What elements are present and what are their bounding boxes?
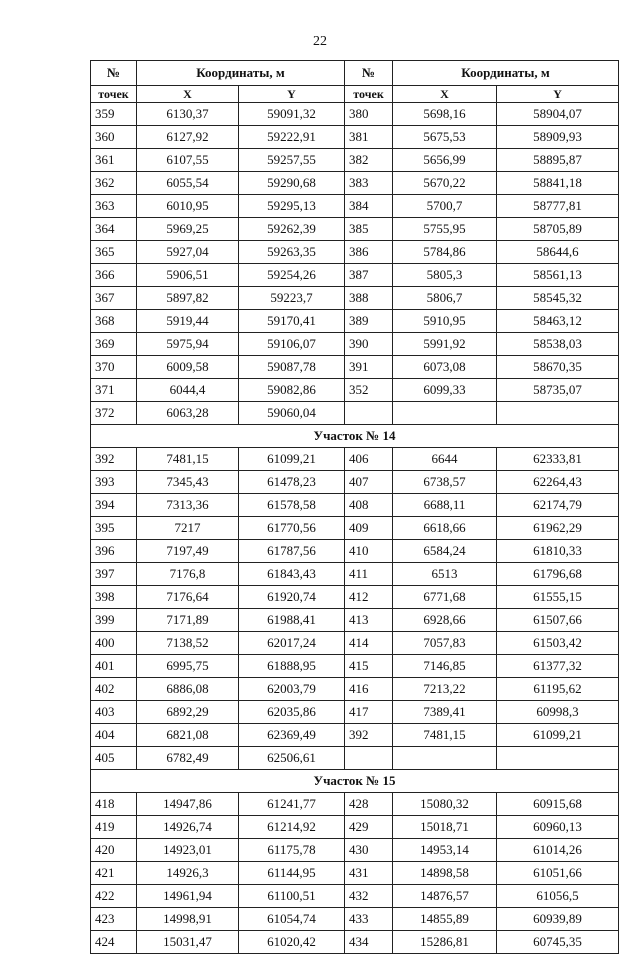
x-value-cell: 7389,41 (393, 701, 497, 724)
point-number-cell: 417 (345, 701, 393, 724)
table-row (91, 885, 619, 908)
point-number-cell: 413 (345, 609, 393, 632)
point-number-cell: 419 (91, 816, 137, 839)
table-row (91, 563, 619, 586)
y-value-cell: 61020,42 (239, 931, 345, 954)
y-value-cell: 58895,87 (497, 149, 619, 172)
x-value-cell: 5897,82 (137, 287, 239, 310)
table-row (91, 862, 619, 885)
point-number-cell: 396 (91, 540, 137, 563)
table-row (91, 264, 619, 287)
point-number-cell: 399 (91, 609, 137, 632)
table-row (91, 103, 619, 126)
x-value-cell: 5906,51 (137, 264, 239, 287)
y-value-cell: 61770,56 (239, 517, 345, 540)
x-value-cell: 5910,95 (393, 310, 497, 333)
y-value-cell (497, 747, 619, 770)
x-value-cell: 6995,75 (137, 655, 239, 678)
y-value-cell: 59257,55 (239, 149, 345, 172)
y-value-cell: 61056,5 (497, 885, 619, 908)
x-value-cell: 5700,7 (393, 195, 497, 218)
point-number-cell: 420 (91, 839, 137, 862)
point-number-cell: 415 (345, 655, 393, 678)
y-value-cell: 58904,07 (497, 103, 619, 126)
x-value-cell: 5806,7 (393, 287, 497, 310)
x-value-cell: 6130,37 (137, 103, 239, 126)
point-number-cell: 404 (91, 724, 137, 747)
point-number-cell: 371 (91, 379, 137, 402)
table-row (91, 540, 619, 563)
x-value-cell: 14953,14 (393, 839, 497, 862)
x-value-cell: 7176,8 (137, 563, 239, 586)
y-value-cell: 58841,18 (497, 172, 619, 195)
y-value-cell: 59170,41 (239, 310, 345, 333)
y-value-cell: 59082,86 (239, 379, 345, 402)
y-value-cell (497, 402, 619, 425)
point-number-cell (345, 747, 393, 770)
point-number-cell: 395 (91, 517, 137, 540)
y-value-cell: 61099,21 (497, 724, 619, 747)
y-header-left: Y (239, 86, 345, 103)
table-row (91, 218, 619, 241)
y-value-cell: 60960,13 (497, 816, 619, 839)
table-row (91, 701, 619, 724)
y-value-cell: 58644,6 (497, 241, 619, 264)
point-number-cell: 389 (345, 310, 393, 333)
point-number-cell: 393 (91, 471, 137, 494)
x-value-cell: 5755,95 (393, 218, 497, 241)
point-number-cell: 405 (91, 747, 137, 770)
point-number-cell: 421 (91, 862, 137, 885)
x-value-cell: 6073,08 (393, 356, 497, 379)
y-value-cell: 61843,43 (239, 563, 345, 586)
point-number-cell: 431 (345, 862, 393, 885)
coordinates-table (90, 60, 619, 954)
section-row (91, 425, 619, 448)
x-value-cell: 7213,22 (393, 678, 497, 701)
point-number-cell: 418 (91, 793, 137, 816)
point-number-cell (345, 402, 393, 425)
points-subheader-right: точек (345, 86, 393, 103)
x-value-cell: 6009,58 (137, 356, 239, 379)
x-value-cell: 5698,16 (393, 103, 497, 126)
table-row (91, 149, 619, 172)
y-value-cell: 61888,95 (239, 655, 345, 678)
y-value-cell: 61787,56 (239, 540, 345, 563)
x-value-cell (393, 747, 497, 770)
y-value-cell: 61100,51 (239, 885, 345, 908)
point-number-cell: 362 (91, 172, 137, 195)
point-number-cell: 388 (345, 287, 393, 310)
x-header-right: X (393, 86, 497, 103)
x-value-cell: 14947,86 (137, 793, 239, 816)
y-value-cell: 58545,32 (497, 287, 619, 310)
table-row (91, 195, 619, 218)
table-row (91, 310, 619, 333)
point-number-cell: 397 (91, 563, 137, 586)
point-number-cell: 394 (91, 494, 137, 517)
x-value-cell: 7146,85 (393, 655, 497, 678)
x-value-cell: 5784,86 (393, 241, 497, 264)
x-value-cell: 7345,43 (137, 471, 239, 494)
page-number: 22 (313, 34, 327, 49)
point-number-cell: 384 (345, 195, 393, 218)
point-number-header-right: № (345, 61, 393, 86)
y-value-cell: 61796,68 (497, 563, 619, 586)
point-number-cell: 402 (91, 678, 137, 701)
point-number-cell: 372 (91, 402, 137, 425)
x-value-cell: 5975,94 (137, 333, 239, 356)
y-value-cell: 62506,61 (239, 747, 345, 770)
point-number-cell: 403 (91, 701, 137, 724)
table-row (91, 356, 619, 379)
point-number-cell: 352 (345, 379, 393, 402)
point-number-cell: 370 (91, 356, 137, 379)
x-value-cell: 7217 (137, 517, 239, 540)
x-value-cell: 7138,52 (137, 632, 239, 655)
x-value-cell: 7313,36 (137, 494, 239, 517)
point-number-cell: 408 (345, 494, 393, 517)
y-value-cell: 61810,33 (497, 540, 619, 563)
y-value-cell: 59106,07 (239, 333, 345, 356)
y-value-cell: 61920,74 (239, 586, 345, 609)
x-value-cell: 7197,49 (137, 540, 239, 563)
y-value-cell: 61988,41 (239, 609, 345, 632)
x-value-cell: 6688,11 (393, 494, 497, 517)
x-value-cell: 7176,64 (137, 586, 239, 609)
y-value-cell: 62369,49 (239, 724, 345, 747)
x-value-cell: 6010,95 (137, 195, 239, 218)
table-row (91, 517, 619, 540)
point-number-cell: 409 (345, 517, 393, 540)
y-value-cell: 61054,74 (239, 908, 345, 931)
point-number-cell: 398 (91, 586, 137, 609)
x-value-cell: 5675,53 (393, 126, 497, 149)
table-row (91, 379, 619, 402)
x-value-cell: 6044,4 (137, 379, 239, 402)
point-number-cell: 424 (91, 931, 137, 954)
coordinates-header-right: Координаты, м (393, 61, 619, 86)
point-number-cell: 416 (345, 678, 393, 701)
y-value-cell: 61962,29 (497, 517, 619, 540)
point-number-cell: 411 (345, 563, 393, 586)
point-number-cell: 363 (91, 195, 137, 218)
x-value-cell: 5991,92 (393, 333, 497, 356)
x-value-cell: 5670,22 (393, 172, 497, 195)
x-value-cell: 6928,66 (393, 609, 497, 632)
table-row (91, 655, 619, 678)
x-value-cell: 14855,89 (393, 908, 497, 931)
y-value-cell: 58561,13 (497, 264, 619, 287)
table-header (91, 61, 619, 103)
x-value-cell: 15018,71 (393, 816, 497, 839)
y-value-cell: 62017,24 (239, 632, 345, 655)
point-number-cell: 366 (91, 264, 137, 287)
point-number-cell: 433 (345, 908, 393, 931)
table-row (91, 724, 619, 747)
x-value-cell: 14876,57 (393, 885, 497, 908)
section-title: Участок № 14 (91, 425, 619, 448)
table-row (91, 793, 619, 816)
table-row (91, 241, 619, 264)
x-value-cell: 6063,28 (137, 402, 239, 425)
y-value-cell: 61555,15 (497, 586, 619, 609)
point-number-cell: 386 (345, 241, 393, 264)
point-number-cell: 361 (91, 149, 137, 172)
x-value-cell: 14923,01 (137, 839, 239, 862)
point-number-cell: 391 (345, 356, 393, 379)
y-value-cell: 61241,77 (239, 793, 345, 816)
y-value-cell: 59222,91 (239, 126, 345, 149)
y-value-cell: 61175,78 (239, 839, 345, 862)
y-value-cell: 61195,62 (497, 678, 619, 701)
point-number-header-left: № (91, 61, 137, 86)
point-number-cell: 428 (345, 793, 393, 816)
y-value-cell: 60998,3 (497, 701, 619, 724)
x-value-cell: 15031,47 (137, 931, 239, 954)
point-number-cell: 380 (345, 103, 393, 126)
point-number-cell: 360 (91, 126, 137, 149)
point-number-cell: 429 (345, 816, 393, 839)
table-row (91, 908, 619, 931)
point-number-cell: 359 (91, 103, 137, 126)
table-row (91, 471, 619, 494)
point-number-cell: 387 (345, 264, 393, 287)
point-number-cell: 381 (345, 126, 393, 149)
point-number-cell: 410 (345, 540, 393, 563)
table-row (91, 931, 619, 954)
x-value-cell: 15080,32 (393, 793, 497, 816)
x-value-cell: 6886,08 (137, 678, 239, 701)
y-value-cell: 59295,13 (239, 195, 345, 218)
y-value-cell: 61144,95 (239, 862, 345, 885)
table-row (91, 839, 619, 862)
points-subheader-left: точек (91, 86, 137, 103)
y-value-cell: 61099,21 (239, 448, 345, 471)
x-value-cell: 6513 (393, 563, 497, 586)
y-value-cell: 61478,23 (239, 471, 345, 494)
point-number-cell: 392 (345, 724, 393, 747)
y-value-cell: 62264,43 (497, 471, 619, 494)
x-value-cell: 15286,81 (393, 931, 497, 954)
point-number-cell: 406 (345, 448, 393, 471)
x-value-cell: 5927,04 (137, 241, 239, 264)
point-number-cell: 422 (91, 885, 137, 908)
y-value-cell: 58463,12 (497, 310, 619, 333)
section-row (91, 770, 619, 793)
table-row (91, 816, 619, 839)
table-row (91, 609, 619, 632)
y-value-cell: 61014,26 (497, 839, 619, 862)
table-row (91, 172, 619, 195)
x-value-cell (393, 402, 497, 425)
x-value-cell: 6738,57 (393, 471, 497, 494)
x-value-cell: 5805,3 (393, 264, 497, 287)
y-value-cell: 60745,35 (497, 931, 619, 954)
x-value-cell: 7171,89 (137, 609, 239, 632)
table-row (91, 126, 619, 149)
point-number-cell: 423 (91, 908, 137, 931)
coordinates-header-left: Координаты, м (137, 61, 345, 86)
y-value-cell: 59223,7 (239, 287, 345, 310)
y-value-cell: 60915,68 (497, 793, 619, 816)
point-number-cell: 383 (345, 172, 393, 195)
point-number-cell: 392 (91, 448, 137, 471)
table-row (91, 494, 619, 517)
x-value-cell: 14898,58 (393, 862, 497, 885)
y-value-cell: 62035,86 (239, 701, 345, 724)
point-number-cell: 385 (345, 218, 393, 241)
x-value-cell: 14998,91 (137, 908, 239, 931)
point-number-cell: 412 (345, 586, 393, 609)
table-row (91, 678, 619, 701)
point-number-cell: 382 (345, 149, 393, 172)
y-value-cell: 58670,35 (497, 356, 619, 379)
x-value-cell: 6821,08 (137, 724, 239, 747)
y-value-cell: 62174,79 (497, 494, 619, 517)
point-number-cell: 434 (345, 931, 393, 954)
point-number-cell: 430 (345, 839, 393, 862)
x-value-cell: 6771,68 (393, 586, 497, 609)
x-value-cell: 5919,44 (137, 310, 239, 333)
x-value-cell: 6127,92 (137, 126, 239, 149)
x-value-cell: 7481,15 (393, 724, 497, 747)
y-value-cell: 58777,81 (497, 195, 619, 218)
x-value-cell: 14926,74 (137, 816, 239, 839)
point-number-cell: 367 (91, 287, 137, 310)
table-row (91, 747, 619, 770)
point-number-cell: 369 (91, 333, 137, 356)
point-number-cell: 400 (91, 632, 137, 655)
y-value-cell: 62333,81 (497, 448, 619, 471)
table-row (91, 632, 619, 655)
x-value-cell: 14926,3 (137, 862, 239, 885)
x-value-cell: 14961,94 (137, 885, 239, 908)
y-value-cell: 58705,89 (497, 218, 619, 241)
x-value-cell: 6782,49 (137, 747, 239, 770)
point-number-cell: 365 (91, 241, 137, 264)
y-value-cell: 61051,66 (497, 862, 619, 885)
y-value-cell: 61214,92 (239, 816, 345, 839)
y-value-cell: 61503,42 (497, 632, 619, 655)
point-number-cell: 368 (91, 310, 137, 333)
y-value-cell: 61507,66 (497, 609, 619, 632)
x-value-cell: 6644 (393, 448, 497, 471)
point-number-cell: 401 (91, 655, 137, 678)
point-number-cell: 364 (91, 218, 137, 241)
table-row (91, 586, 619, 609)
x-value-cell: 6584,24 (393, 540, 497, 563)
table-body (91, 103, 619, 954)
x-value-cell: 7481,15 (137, 448, 239, 471)
x-value-cell: 5656,99 (393, 149, 497, 172)
y-value-cell: 58909,93 (497, 126, 619, 149)
y-value-cell: 61578,58 (239, 494, 345, 517)
y-value-cell: 59263,35 (239, 241, 345, 264)
x-value-cell: 6099,33 (393, 379, 497, 402)
table-row (91, 287, 619, 310)
y-value-cell: 59091,32 (239, 103, 345, 126)
x-header-left: X (137, 86, 239, 103)
y-value-cell: 59087,78 (239, 356, 345, 379)
x-value-cell: 6107,55 (137, 149, 239, 172)
x-value-cell: 6618,66 (393, 517, 497, 540)
y-value-cell: 59262,39 (239, 218, 345, 241)
point-number-cell: 414 (345, 632, 393, 655)
point-number-cell: 390 (345, 333, 393, 356)
y-value-cell: 59290,68 (239, 172, 345, 195)
y-header-right: Y (497, 86, 619, 103)
y-value-cell: 58538,03 (497, 333, 619, 356)
y-value-cell: 58735,07 (497, 379, 619, 402)
table-row (91, 448, 619, 471)
y-value-cell: 59060,04 (239, 402, 345, 425)
y-value-cell: 61377,32 (497, 655, 619, 678)
table-row (91, 333, 619, 356)
x-value-cell: 7057,83 (393, 632, 497, 655)
x-value-cell: 5969,25 (137, 218, 239, 241)
y-value-cell: 62003,79 (239, 678, 345, 701)
table-row (91, 402, 619, 425)
x-value-cell: 6892,29 (137, 701, 239, 724)
y-value-cell: 59254,26 (239, 264, 345, 287)
point-number-cell: 432 (345, 885, 393, 908)
section-title: Участок № 15 (91, 770, 619, 793)
y-value-cell: 60939,89 (497, 908, 619, 931)
point-number-cell: 407 (345, 471, 393, 494)
x-value-cell: 6055,54 (137, 172, 239, 195)
